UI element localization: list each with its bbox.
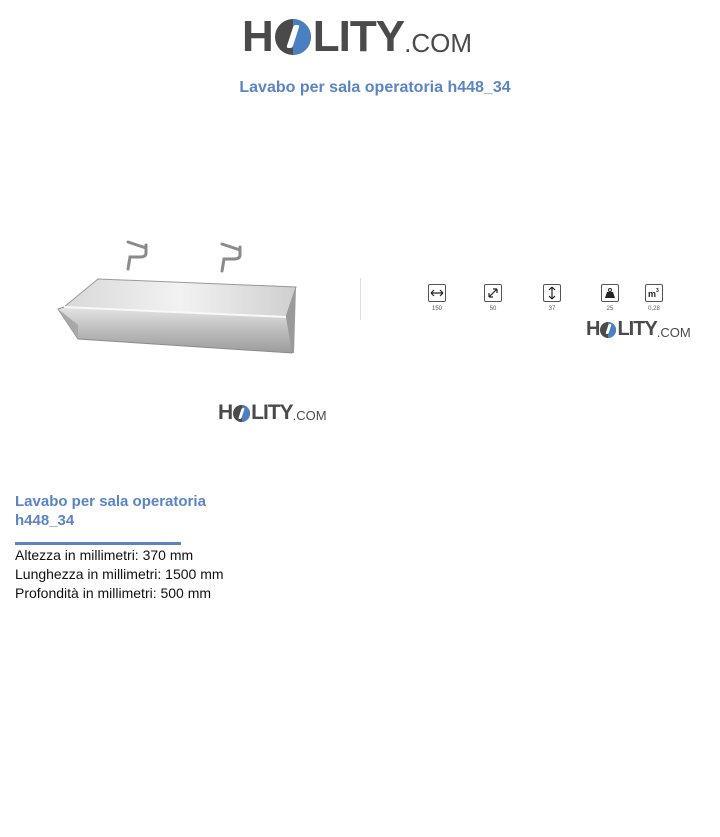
product-properties [15,546,224,603]
product-image [50,235,310,365]
spec-value: 50 [489,306,497,312]
logo-o-icon [233,405,250,422]
spec-value: 37 [548,306,556,312]
sink-illustration [50,235,310,365]
logo-text-lity: LITY [251,401,293,424]
logo-text-com: .COM [404,27,472,58]
property-depth: Profondità in millimetri: 500 mm [15,585,212,601]
spec-height [537,284,567,312]
spec-weight [595,284,625,312]
title-underline [15,542,181,545]
spec-volume [639,284,669,312]
logo-text-lity: LITY [312,12,405,61]
svg-text:m: m [648,289,657,299]
logo-text-com: .COM [292,408,327,423]
spec-value: 0,28 [648,306,660,312]
height-arrows-icon [543,284,561,302]
holity-logo-watermark [586,318,691,341]
width-arrows-icon [428,284,446,302]
logo-text-h: H [586,318,600,340]
holity-logo [242,12,472,62]
volume-m3-icon [645,284,663,302]
spec-value: 150 [431,306,442,312]
weight-icon [601,284,619,302]
faucet-right [222,244,240,271]
holity-logo-watermark [218,401,327,425]
logo-o-icon [600,322,616,338]
image-divider [360,278,361,320]
product-title: Lavabo per sala operatoria h448_34 [15,493,206,529]
depth-diagonal-icon [484,284,502,302]
logo-text-lity: LITY [617,318,657,340]
faucet-left [128,242,146,269]
svg-text:3: 3 [656,288,659,294]
logo-text-h: H [242,12,273,61]
spec-value: 25 [606,306,614,312]
property-height: Altezza in millimetri: 370 mm [15,547,194,563]
spec-width [422,284,452,312]
page-title: Lavabo per sala operatoria h448_34 [239,79,511,96]
spec-depth [478,284,508,312]
property-length: Lunghezza in millimetri: 1500 mm [15,566,224,582]
logo-text-com: .COM [656,324,691,340]
logo-o-icon [275,19,311,55]
logo-text-h: H [218,401,233,424]
